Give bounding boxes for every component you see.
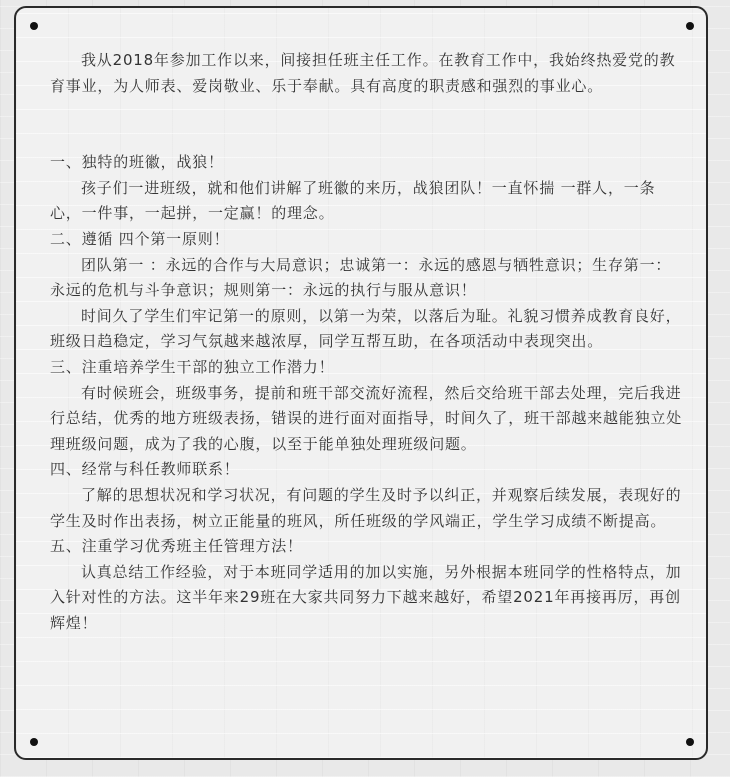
section-1-paragraph: 孩子们一进班级，就和他们讲解了班徽的来历，战狼团队！一直怀揣 一群人，一条心，一件事，一起拼，一定赢！的理念。 (50, 178, 656, 223)
section-5-heading: 五、注重学习优秀班主任管理方法！ (50, 537, 303, 556)
corner-dot (686, 738, 694, 746)
section-2-paragraph: 时间久了学生们牢记第一的原则，以第一为荣，以落后为耻。礼貌习惯养成教育良好，班级日趋稳定，学习气氛越来越浓厚，同学互帮互助，在各项活动中表现突出。 (50, 306, 682, 351)
section-4-paragraph: 了解的思想状况和学习状况，有问题的学生及时予以纠正，并观察后续发展，表现好的学生及时作出表扬，树立正能量的班风，所任班级的学风端正，学生学习成绩不断提高。 (50, 485, 682, 530)
section-2-heading: 二、遵循 四个第一原则！ (50, 229, 230, 248)
intro-paragraph: 我从2018年参加工作以来，间接担任班主任工作。在教育工作中，我始终热爱党的教育事业，为人师表、爱岗敬业、乐于奉献。具有高度的职责感和强烈的事业心。 (50, 51, 676, 95)
section-2-paragraph: 团队第一 ：永远的合作与大局意识；忠诚第一：永远的感恩与牺牲意识；生存第一：永远的危机与斗争意识；规则第一：永远的执行与服从意识！ (50, 255, 672, 300)
section-4-heading: 四、经常与科任教师联系！ (50, 460, 240, 479)
spacer (50, 99, 682, 150)
document-card (14, 6, 708, 760)
section-3-heading: 三、注重培养学生干部的独立工作潜力！ (50, 357, 335, 376)
document-body (50, 48, 682, 636)
corner-dot (30, 22, 38, 30)
corner-dot (686, 22, 694, 30)
section-1-heading: 一、独特的班徽，战狼！ (50, 153, 224, 172)
section-5-paragraph: 认真总结工作经验，对于本班同学适用的加以实施，另外根据本班同学的性格特点，加入针对性的方法。这半年来29班在大家共同努力下越来越好，希望2021年再接再厉，再创辉煌！ (50, 562, 682, 632)
section-3-paragraph: 有时候班会，班级事务，提前和班干部交流好流程，然后交给班干部去处理，完后我进行总结，优秀的地方班级表扬，错误的进行面对面指导，时间久了，班干部越来越能独立处理班级问题，成为了我的心腹，以至于能单独处理班级问题。 (50, 383, 683, 453)
corner-dot (30, 738, 38, 746)
